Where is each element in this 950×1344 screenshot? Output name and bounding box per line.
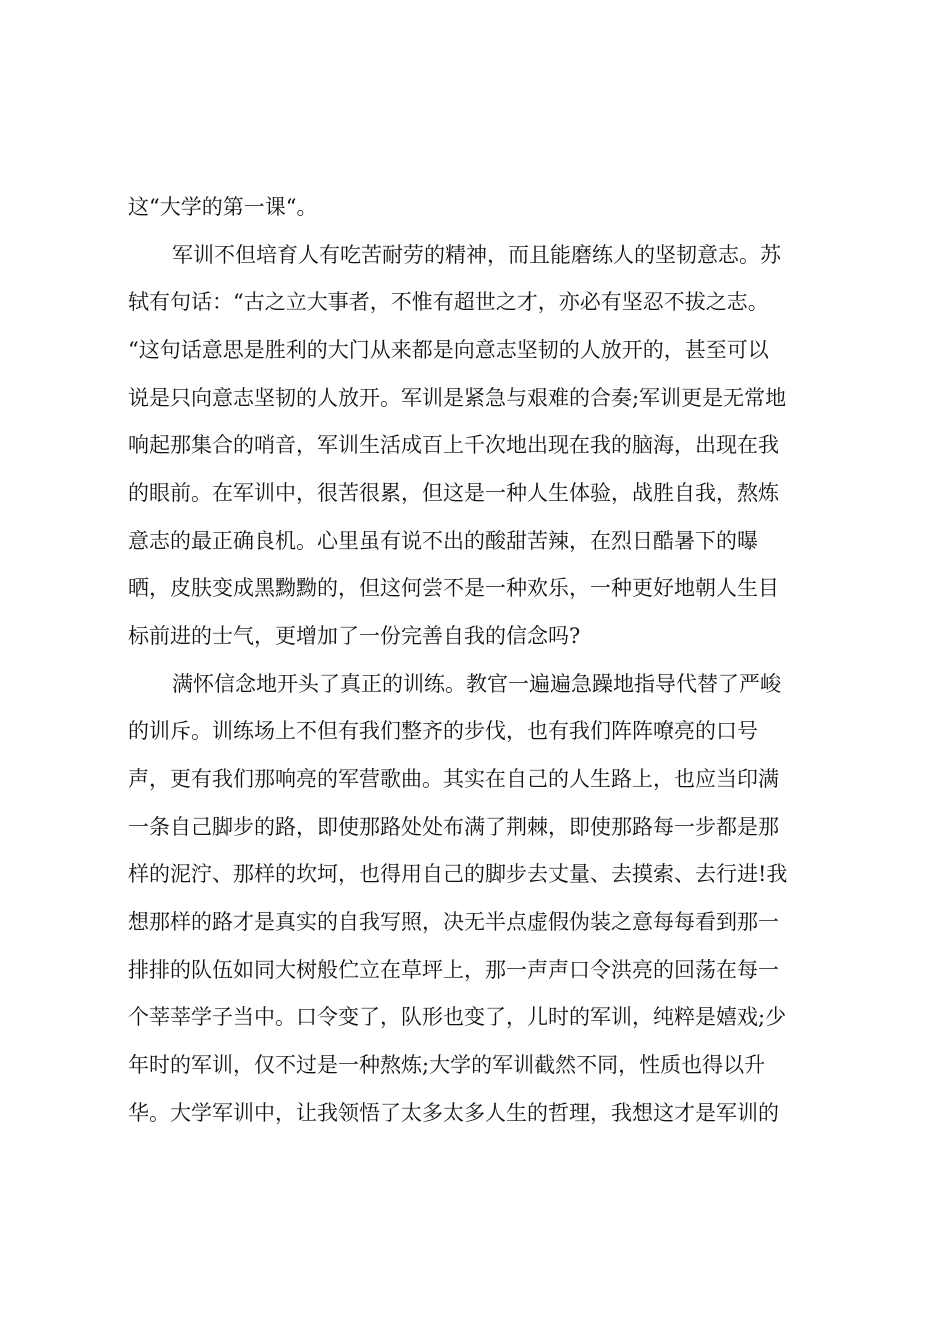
text-line: 样的泥泞、那样的坎坷，也得用自己的脚步去丈量、去摸索、去行进!我	[128, 862, 788, 886]
text-line: 意志的最正确良机。心里虽有说不出的酸甜苦辣，在烈日酷暑下的曝	[128, 529, 758, 553]
text-line: 的训斥。训练场上不但有我们整齐的步伐，也有我们阵阵嘹亮的口号	[128, 719, 758, 743]
text-line: 响起那集合的哨音，军训生活成百上千次地出现在我的脑海，出现在我	[128, 433, 779, 457]
text-line: 排排的队伍如同大树般伫立在草坪上，那一声声口令洪亮的回荡在每一	[128, 958, 779, 982]
text-line: 说是只向意志坚韧的人放开。军训是紧急与艰难的合奏;军训更是无常地	[128, 386, 787, 410]
text-line: “这句话意思是胜利的大门从来都是向意志坚韧的人放开的，甚至可以	[128, 338, 769, 362]
text-line: 声，更有我们那响亮的军营歌曲。其实在自己的人生路上，也应当印满	[128, 767, 779, 791]
text-line: 这“大学的第一课“。	[128, 195, 318, 219]
text-line: 的眼前。在军训中，很苦很累，但这是一种人生体验，战胜自我，熬炼	[128, 481, 779, 505]
paragraph-first-line: 军训不但培育人有吃苦耐劳的精神，而且能磨练人的坚韧意志。苏	[172, 243, 781, 267]
text-line: 年时的军训，仅不过是一种熬炼;大学的军训截然不同，性质也得以升	[128, 1053, 766, 1077]
text-line: 一条自己脚步的路，即使那路处处布满了荆棘，即使那路每一步都是那	[128, 815, 779, 839]
text-line: 标前进的士气，更增加了一份完善自我的信念吗?	[128, 624, 581, 648]
paragraph-first-line: 满怀信念地开头了真正的训练。教官一遍遍急躁地指导代替了严峻	[172, 672, 781, 696]
text-line: 华。大学军训中，让我领悟了太多太多人生的哲理，我想这才是军训的	[128, 1101, 779, 1125]
text-line: 晒，皮肤变成黑黝黝的，但这何尝不是一种欢乐，一种更好地朝人生目	[128, 576, 779, 600]
text-line: 轼有句话：“古之立大事者，不惟有超世之才，亦必有坚忍不拔之志。	[128, 290, 769, 314]
text-line: 个莘莘学子当中。口令变了，队形也变了，儿时的军训，纯粹是嬉戏;少	[128, 1005, 787, 1029]
text-line: 想那样的路才是真实的自我写照，决无半点虚假伪装之意每每看到那一	[128, 910, 779, 934]
